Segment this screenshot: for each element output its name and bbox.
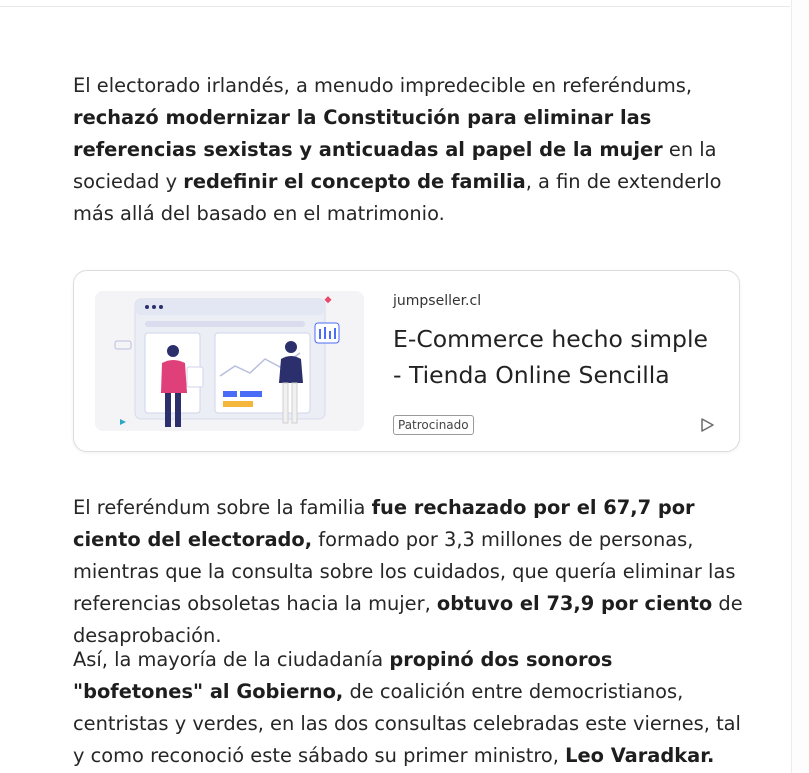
bold-run: fue rechazado por el 67,7 por ciento del electorado, (73, 496, 695, 551)
sponsored-badge: Patrocinado (393, 415, 474, 435)
article-paragraph (73, 492, 745, 652)
text-run: , a fin de extenderlo más allá del basado en el matrimonio. (73, 170, 722, 225)
article-paragraph (73, 70, 745, 230)
ad-domain[interactable]: jumpseller.cl (393, 293, 482, 309)
bold-run: obtuvo el 73,9 por ciento (436, 592, 713, 615)
text-run: formado por 3,3 millones de personas, mientras que la consulta sobre los cuidados, que quería eliminar las referencias obsoletas hacia la mujer, (73, 528, 736, 615)
bold-run: propinó dos sonoros "bofetones" al Gobierno, (73, 648, 613, 703)
adchoices-play-icon[interactable] (699, 417, 715, 433)
text-run: de coalición entre democristianos, centristas y verdes, en las dos consultas celebradas este viernes, tal y como reconoció este sábado su primer ministro, (73, 680, 741, 767)
bold-run: Leo Varadkar. (565, 744, 715, 767)
article-paragraph (73, 644, 745, 772)
ecommerce-illustration-icon (95, 291, 364, 431)
scrollbar-track[interactable] (791, 0, 809, 773)
bold-run: redefinir el concepto de familia (183, 170, 526, 193)
text-run: de desaprobación. (73, 592, 743, 647)
bold-run: rechazó modernizar la Constitución para eliminar las referencias sexistas y anticuadas al papel de la mujer (73, 106, 663, 161)
top-divider (0, 0, 790, 7)
ad-title[interactable]: E-Commerce hecho simple - Tienda Online Sencilla (393, 325, 708, 389)
ad-illustration-image[interactable] (95, 291, 364, 431)
text-run: El electorado irlandés, a menudo impredecible en referéndums, (73, 74, 693, 97)
text-run: en la sociedad y (73, 138, 717, 193)
text-run: El referéndum sobre la familia (73, 496, 372, 519)
sponsored-ad-card[interactable] (73, 270, 740, 452)
text-run: Así, la mayoría de la ciudadanía (73, 648, 390, 671)
